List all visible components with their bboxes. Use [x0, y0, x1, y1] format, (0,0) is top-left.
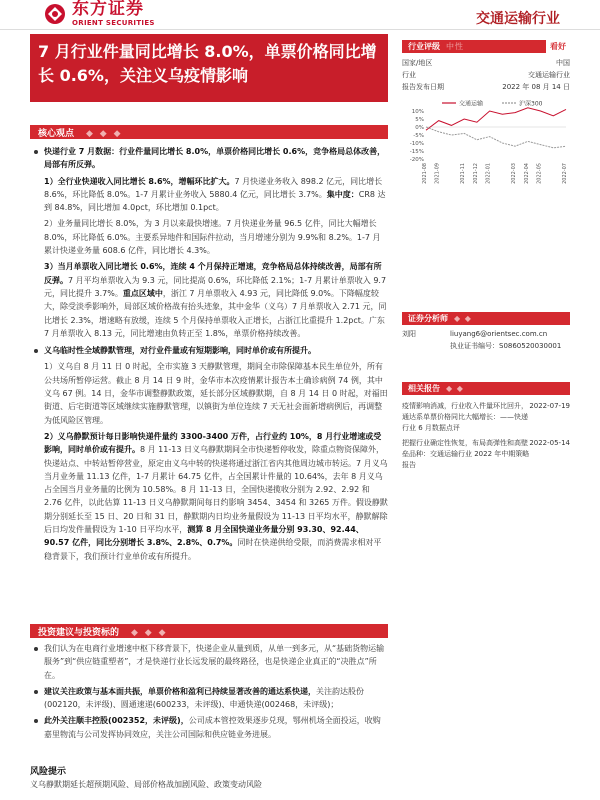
- y-tick-label: -10%: [409, 141, 424, 147]
- x-tick-label: 2022-01: [485, 163, 492, 184]
- y-tick-label: 10%: [411, 109, 424, 115]
- analyst-cert: 执业证书编号：S0860520030001: [450, 342, 562, 350]
- legend-label: 沪深300: [519, 100, 543, 108]
- rating-info: [402, 57, 570, 93]
- x-tick-label: 2022-07: [562, 163, 568, 184]
- performance-chart: [402, 97, 570, 197]
- advice-bullet-3: 此外关注顺丰控股(002352，未评级)，公司成本管控效果逐步兑现，鄂州机场全面投运，收购嘉里物流与公司发挥协同效应，关注公司国际和供应链业务进展。: [30, 714, 388, 741]
- core-para-2: 2）业务量同比增长 8.0%，为 3 月以来最快增速。7 月快递业务量 96.5 亿件，同比大幅增长 8.0%，环比降低 6.0%。主要系异地件和国际件拉动，当月增速分别为 9.9%和 8.2%。1-7 月累计快递业务量 608.6 亿件，同比增长 4.3%。: [44, 219, 381, 256]
- x-tick-label: 2021-08: [422, 163, 428, 184]
- brand-mark-icon: [44, 3, 66, 25]
- kv-row: 报告发布日期 2022 年 08 月 14 日: [402, 83, 570, 91]
- report-title: 7 月行业件量同比增长 8.0%，单票价格同比增长 0.6%，关注义乌疫情影响: [38, 42, 377, 85]
- analyst-email: liuyang6@orientsec.com.cn: [450, 330, 548, 338]
- rating-heading: 行业评级 中性 看好: [402, 40, 570, 53]
- analyst-heading: 证券分析师 ◆ ◆: [402, 312, 570, 325]
- y-tick-label: 5%: [415, 117, 424, 123]
- logo: [44, 1, 155, 27]
- core-view-heading: 核心观点 ◆ ◆ ◆: [30, 125, 388, 139]
- advice-heading: 投资建议与投资标的 ◆ ◆ ◆: [30, 624, 388, 638]
- core-para-1: 1）全行业快递收入同比增长 8.6%，增幅环比扩大。7 月快递业务收入 898.2 亿元，同比增长 8.6%，环比降低 8.0%。1-7 月累计业务收入 5880.4 亿元，同比增长 3.7%。集中度：CR8 达到 84.8%，同比增加 4.0pct，环比增加 0.1pct。: [44, 176, 386, 213]
- core-view-body: [30, 145, 388, 563]
- logo-name: 东方证券: [72, 0, 144, 19]
- related-heading: 相关报告 ◆ ◆: [402, 382, 570, 395]
- side-panel: [402, 40, 570, 471]
- related-list: [402, 401, 570, 471]
- y-tick-label: -20%: [409, 157, 424, 163]
- title-banner: [30, 34, 388, 102]
- core-para-3: 3）当月单票收入同比增长 0.6%，连续 4 个月保持正增速，竞争格局总体持续改善，局部有所反弹。7 月平均单票收入为 9.3 元，同比提高 0.6%，环比降低 2.1%；1-7 月累计单票收入 9.7 元，同比提升 3.7%。重点区域中，浙江 7 月单票收入 4.93 元，同比降低 9.0%。下降幅度较大，除受淡季影响外，局部区域价格战有抬头迹象，其中金华（义乌）7 月单票收入 2.71 元，同比增长 2.3%，增速略有放缓，连续 5 个月保持单票收入正增长，占浙江比重提升 1.2pct。广东 7 月单票收入 8.13 元，同比增速由负转正至 1.8%，单票价格持续改善。: [44, 262, 387, 338]
- x-tick-label: 2021-09: [434, 163, 441, 184]
- kv-row: 国家/地区 中国: [402, 59, 570, 67]
- x-tick-label: 2022-03: [511, 163, 518, 184]
- related-item[interactable]: 疫情影响消减，行业收入件量环比回升，通达系单票价格同比大幅增长：——快递行业 6 月数据点评 2022-07-19: [402, 402, 570, 432]
- logo-name-en: ORIENT SECURITIES: [72, 19, 155, 27]
- advice-body: [30, 642, 388, 741]
- legend-label: 交通运输: [459, 100, 484, 108]
- y-tick-label: 0%: [415, 125, 424, 131]
- risk-text: 义乌静默期延长超预期风险、局部价格战加剧风险、政策变动风险: [30, 780, 262, 789]
- kv-row: 行业 交通运输行业: [402, 71, 570, 79]
- x-tick-label: 2021-12: [472, 163, 479, 184]
- y-tick-label: -15%: [409, 149, 424, 155]
- core-bullet-2: 义乌临时性全域静默管理，对行业件量或有短期影响，同时单价或有所提升。: [30, 344, 388, 357]
- industry-title: 交通运输行业: [476, 11, 560, 27]
- y-tick-label: -5%: [413, 133, 424, 139]
- x-tick-label: 2022-05: [536, 163, 543, 184]
- advice-bullet-1: 我们认为在电商行业增速中枢下移背景下，快递企业从量到质，从单一到多元，从“基础货物运输服务”到“供应链重塑者”，才是快递行业长远发展的最终路径，也是快递企业真正的“决胜点”所在。: [30, 642, 388, 682]
- core-para-4: 1）义乌自 8 月 11 日 0 时起，全市实施 3 天静默管理，期间全市除保障基本民生单位外，所有公共场所暂停运营。截止 8 月 14 日 9 时，金华市本次疫情累计报告本土确诊病例 74 例，其中义乌 67 例。14 日，金华市调整静默政策，延长部分区域静默期，自 8 月 14 日 0 时起，对福田街道、后宅街道等区域继续实施静默管理，以镇街为单位连续 7 天无社会面新增病例后，再调整为低风险区管理。: [44, 362, 388, 425]
- risk-title: 风险提示: [30, 767, 67, 777]
- x-tick-label: 2021-11: [460, 163, 467, 184]
- core-bullet-1: 快递行业 7 月数据：行业件量同比增长 8.0%，单票价格同比增长 0.6%，竞争格局总体改善，局部有所反弹。: [30, 145, 388, 172]
- core-para-5: 2）义乌静默预计每日影响快递件量约 3300-3400 万件，占行业约 10%，8 月行业增速或受影响，同时单价或有提升。8 月 11-13 日义乌静默期间全市快递暂停收发，除重点物资保障外，快递站点、中转站暂停营业，原定由义乌中转的快递将通过浙江省内其他周边城市转运。7 月义乌当月业务量 11.13 亿件，1-7 月累计 64.75 亿件，占全国累计件量的 10.64%，去年 8 月义乌占全国当月业务量的比例为 10.58%。8 月 11-13 日，全国快递揽收分别为 2.92、2.92 和 2.76 亿件，以此估算 11-13 日义乌静默期间每日约影响 3454、3454 和 3265 万件。假设静默期分别延长至 15 日、20 日和 31 日，静默期内日均业务量假设为 11-13 日平均水平，静默解除后日均发件量假设为 1-10 日平均水平，测算 8 月全国快递业务量分别 93.30、92.44、90.57 亿件，同比分别增长 3.8%、2.8%、0.7%。同时在快递供给受限，而消费需求相对平稳背景下，我们预计行业单价或有所提升。: [44, 431, 388, 561]
- advice-bullet-2: 建议关注政策与基本面共振，单票价格和盈利已持续显著改善的通达系快递，关注韵达股份(002120，未评级)、圆通速递(600233，未评级)、申通快递(002468，未评级)；: [30, 685, 388, 712]
- series-line-1: [426, 127, 566, 148]
- rating-value: 看好: [546, 40, 570, 53]
- analyst-name: 刘阳: [402, 330, 416, 338]
- performance-chart-svg: [402, 97, 570, 197]
- analyst-info: [402, 328, 570, 352]
- top-bar: [0, 0, 600, 30]
- x-tick-label: 2022-04: [523, 163, 530, 184]
- related-item[interactable]: 把握行业确定性恢复，布局高弹性和高壁垒品种：交通运输行业 2022 年中期策略报告 2022-05-14: [402, 439, 570, 469]
